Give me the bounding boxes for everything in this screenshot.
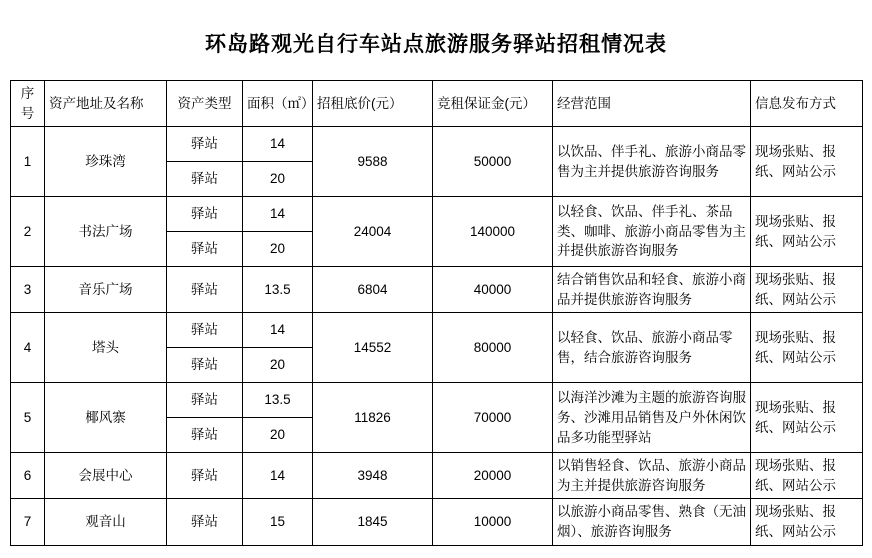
cell-area: 14	[243, 313, 313, 348]
rental-table	[10, 80, 863, 546]
cell-base-price: 11826	[313, 383, 433, 453]
cell-base-price: 6804	[313, 267, 433, 313]
cell-base-price: 1845	[313, 499, 433, 545]
header-name: 资产地址及名称	[45, 81, 167, 127]
cell-asset-type: 驿站	[167, 418, 243, 453]
cell-area: 14	[243, 127, 313, 162]
cell-seq: 2	[11, 197, 45, 267]
cell-asset-name: 观音山	[45, 499, 167, 545]
cell-seq: 4	[11, 313, 45, 383]
cell-business-scope: 结合销售饮品和轻食、旅游小商品并提供旅游咨询服务	[553, 267, 751, 313]
cell-asset-type: 驿站	[167, 232, 243, 267]
cell-area: 15	[243, 499, 313, 545]
header-base-price: 招租底价(元）	[313, 81, 433, 127]
cell-deposit: 20000	[433, 453, 553, 499]
cell-deposit: 140000	[433, 197, 553, 267]
header-scope: 经营范围	[553, 81, 751, 127]
cell-asset-type: 驿站	[167, 453, 243, 499]
table-row	[11, 267, 863, 313]
cell-publish-method: 现场张贴、报纸、网站公示	[751, 197, 863, 267]
table-row	[11, 313, 863, 348]
cell-asset-name: 音乐广场	[45, 267, 167, 313]
cell-asset-name: 塔头	[45, 313, 167, 383]
table-row	[11, 499, 863, 545]
cell-seq: 7	[11, 499, 45, 545]
cell-business-scope: 以销售轻食、饮品、旅游小商品为主并提供旅游咨询服务	[553, 453, 751, 499]
cell-base-price: 9588	[313, 127, 433, 197]
cell-asset-type: 驿站	[167, 348, 243, 383]
page-title: 环岛路观光自行车站点旅游服务驿站招租情况表	[205, 33, 667, 56]
table-row	[11, 383, 863, 418]
cell-area: 20	[243, 162, 313, 197]
cell-asset-name: 会展中心	[45, 453, 167, 499]
table-row	[11, 127, 863, 162]
cell-business-scope: 以轻食、饮品、伴手礼、茶品类、咖啡、旅游小商品零售为主并提供旅游咨询服务	[553, 197, 751, 267]
cell-asset-name: 书法广场	[45, 197, 167, 267]
cell-business-scope: 以旅游小商品零售、熟食（无油烟）、旅游咨询服务	[553, 499, 751, 545]
cell-deposit: 50000	[433, 127, 553, 197]
header-publish: 信息发布方式	[751, 81, 863, 127]
header-deposit: 竞租保证金(元）	[433, 81, 553, 127]
cell-area: 13.5	[243, 383, 313, 418]
cell-base-price: 24004	[313, 197, 433, 267]
table-body	[11, 127, 863, 545]
cell-area: 13.5	[243, 267, 313, 313]
cell-asset-type: 驿站	[167, 127, 243, 162]
cell-area: 14	[243, 453, 313, 499]
cell-base-price: 14552	[313, 313, 433, 383]
header-asset-type: 资产类型	[167, 81, 243, 127]
cell-base-price: 3948	[313, 453, 433, 499]
table-row	[11, 453, 863, 499]
cell-seq: 6	[11, 453, 45, 499]
cell-business-scope: 以轻食、饮品、旅游小商品零售，结合旅游咨询服务	[553, 313, 751, 383]
table-row	[11, 197, 863, 232]
header-seq: 序号	[11, 81, 45, 127]
cell-deposit: 40000	[433, 267, 553, 313]
cell-area: 20	[243, 418, 313, 453]
table-header-row	[11, 81, 863, 127]
cell-publish-method: 现场张贴、报纸、网站公示	[751, 127, 863, 197]
cell-publish-method: 现场张贴、报纸、网站公示	[751, 453, 863, 499]
cell-publish-method: 现场张贴、报纸、网站公示	[751, 383, 863, 453]
cell-asset-type: 驿站	[167, 383, 243, 418]
cell-seq: 3	[11, 267, 45, 313]
cell-area: 20	[243, 232, 313, 267]
cell-area: 14	[243, 197, 313, 232]
cell-business-scope: 以海洋沙滩为主题的旅游咨询服务、沙滩用品销售及户外休闲饮品多功能型驿站	[553, 383, 751, 453]
cell-asset-type: 驿站	[167, 267, 243, 313]
cell-publish-method: 现场张贴、报纸、网站公示	[751, 499, 863, 545]
cell-seq: 1	[11, 127, 45, 197]
cell-deposit: 70000	[433, 383, 553, 453]
cell-seq: 5	[11, 383, 45, 453]
cell-deposit: 10000	[433, 499, 553, 545]
cell-asset-type: 驿站	[167, 313, 243, 348]
header-area: 面积（㎡）	[243, 81, 313, 127]
cell-asset-type: 驿站	[167, 499, 243, 545]
cell-deposit: 80000	[433, 313, 553, 383]
cell-asset-type: 驿站	[167, 197, 243, 232]
cell-asset-name: 珍珠湾	[45, 127, 167, 197]
table-header	[11, 81, 863, 127]
cell-business-scope: 以饮品、伴手礼、旅游小商品零售为主并提供旅游咨询服务	[553, 127, 751, 197]
cell-area: 20	[243, 348, 313, 383]
cell-publish-method: 现场张贴、报纸、网站公示	[751, 267, 863, 313]
cell-asset-type: 驿站	[167, 162, 243, 197]
cell-publish-method: 现场张贴、报纸、网站公示	[751, 313, 863, 383]
cell-asset-name: 椰风寨	[45, 383, 167, 453]
